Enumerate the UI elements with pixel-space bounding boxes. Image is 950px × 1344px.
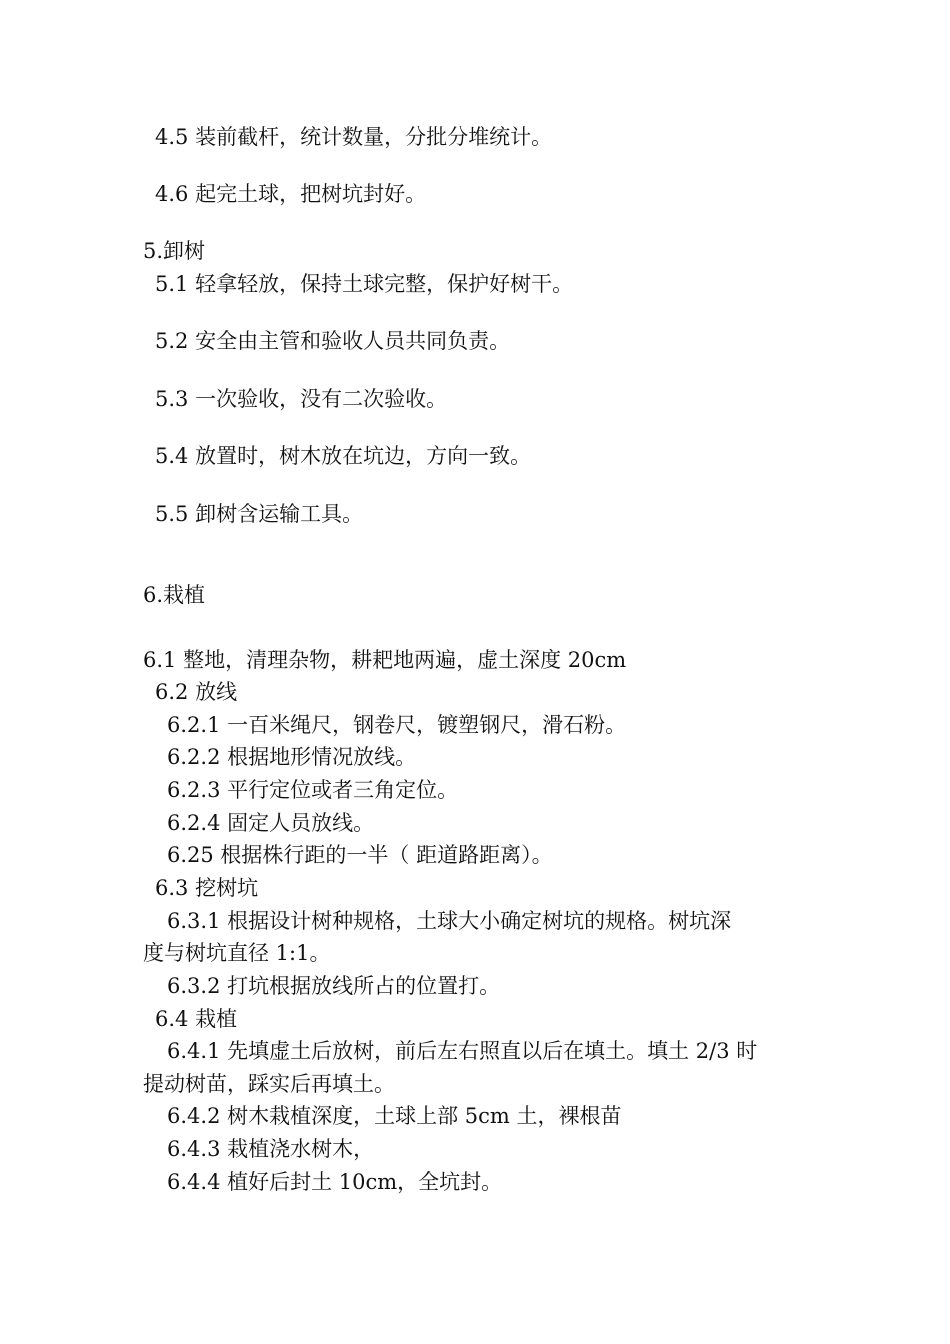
- text-line: 6.4 栽植: [155, 1007, 238, 1031]
- text-line: 5.2 安全由主管和验收人员共同负责。: [155, 329, 511, 353]
- text-line: 5.1 轻拿轻放，保持土球完整，保护好树干。: [155, 272, 574, 296]
- text-line: 6.2.2 根据地形情况放线。: [167, 745, 417, 769]
- text-line: 5.5 卸树含运输工具。: [155, 502, 364, 526]
- text-line: 6.2.4 固定人员放线。: [167, 811, 375, 835]
- text-line: 6.4.4 植好后封土 10cm，全坑封。: [167, 1170, 503, 1194]
- text-line: 5.3 一次验收，没有二次验收。: [155, 387, 448, 411]
- text-line: 4.5 装前截杆，统计数量，分批分堆统计。: [155, 125, 553, 149]
- text-line: 4.6 起完土球，把树坑封好。: [155, 182, 427, 206]
- text-line: 6.4.2 树木栽植深度，土球上部 5cm 土，裸根苗: [167, 1104, 622, 1128]
- text-line: 6.1 整地，清理杂物，耕耙地两遍，虚土深度 20cm: [143, 648, 627, 672]
- text-line: 6.2.3 平行定位或者三角定位。: [167, 778, 459, 802]
- section-heading: 5.卸树: [143, 239, 206, 263]
- text-line: 6.2.1 一百米绳尺，钢卷尺，镀塑钢尺，滑石粉。: [167, 713, 627, 737]
- text-line: 6.2 放线: [155, 680, 238, 704]
- text-line: 6.25 根据株行距的一半（ 距道路距离）。: [167, 843, 553, 867]
- text-line: 6.4.3 栽植浇水树木，: [167, 1137, 375, 1161]
- text-line: 6.3.2 打坑根据放线所占的位置打。: [167, 974, 501, 998]
- section-heading: 6.栽植: [143, 583, 206, 607]
- text-line: 5.4 放置时，树木放在坑边，方向一致。: [155, 444, 532, 468]
- text-line: 6.3 挖树坑: [155, 876, 259, 900]
- text-line: 6.4.1 先填虚土后放树，前后左右照直以后在填土。填土 2/3 时: [167, 1039, 758, 1063]
- text-line: 度与树坑直径 1:1。: [143, 941, 331, 965]
- text-line: 提动树苗，踩实后再填土。: [143, 1072, 395, 1096]
- text-line: 6.3.1 根据设计树种规格，土球大小确定树坑的规格。树坑深: [167, 909, 732, 933]
